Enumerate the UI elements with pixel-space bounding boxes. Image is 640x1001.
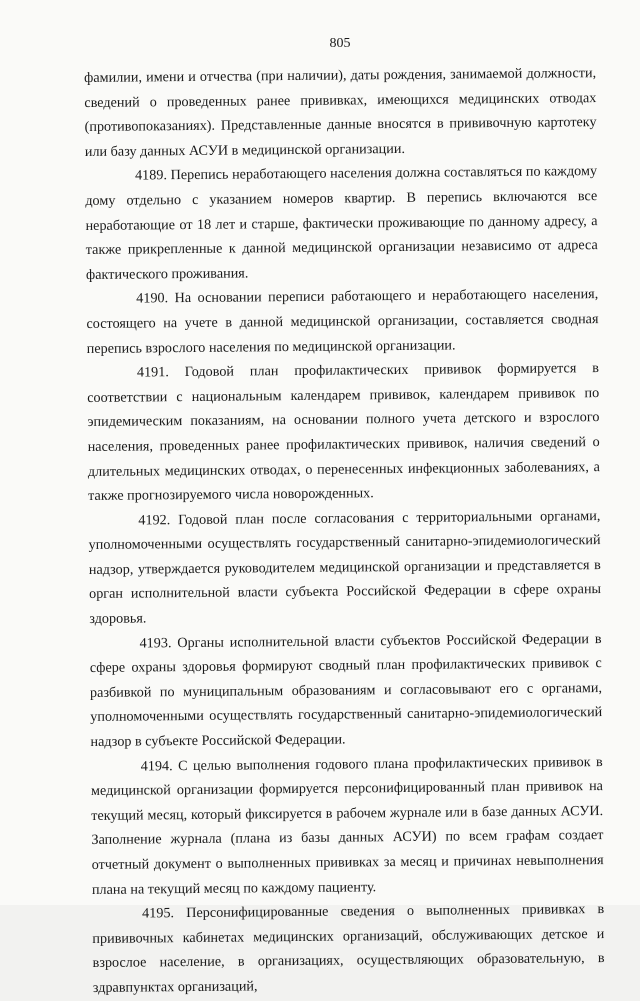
paragraph-4195: 4195. Персонифицированные сведения о выполненных прививках в прививочных кабинетах медицинских организаций, обслуживающих детское и взрослое население, в организациях, осуществляющих образовательную, в здравпунктах организаций, — [92, 901, 605, 996]
page-number: 805 — [329, 36, 351, 51]
document-body — [84, 61, 605, 1000]
paragraph-4192: 4192. Годовой план после согласования с территориальными органами, уполномоченными осуществлять государственный санитарно-эпидемиологический надзор, утверждается руководителем медицинской организации и представляется в орган исполнительной власти субъекта Российской Федерации в сфере охраны здоровья. — [88, 507, 602, 628]
paragraph-4191: 4191. Годовой план профилактических прививок формируется в соответствии с национальным календарем прививок, календарем прививок по эпидемическим показаниям, на основании полного учета детского и взрослого населения, проведенных ранее профилактических прививок, наличия сведений о длительных медицинских отводах, о перенесенных инфекционных заболеваниях, а также прогнозируемого числа новорожденных. — [87, 360, 600, 505]
paragraph-4194: 4194. С целью выполнения годового плана профилактических прививок в медицинской организации формируется персонифицированный план прививок на текущий месяц, который фиксируется в рабочем журнале или в базе данных АСУИ. Заполнение журнала (плана из базы данных АСУИ) по всем графам создает отчетный документ о выполненных прививках за месяц и причинах невыполнения плана на текущий месяц по каждому пациенту. — [90, 753, 604, 898]
paragraph-4193: 4193. Органы исполнительной власти субъектов Российской Федерации в сфере охраны здоровья формируют сводный план профилактических прививок с разбивкой по муниципальным образованиям и согласовывают его с органами, уполномоченными осуществлять государственный санитарно-эпидемиологический надзор в субъекте Российской Федерации. — [89, 630, 603, 750]
paragraph-4189: 4189. Перепись неработающего населения должна составляться по каждому дому отдельно с указанием номеров квартир. В перепись включаются все неработающие от 18 лет и старше, фактически проживающие по данному адресу, а также прикрепленные к данной медицинской организации независимо от адреса фактического проживания. — [85, 163, 598, 283]
paragraph-4190: 4190. На основании переписи работающего и неработающего населения, состоящего на учете в данной медицинской организации, составляется сводная перепись взрослого населения по медицинской организации. — [86, 286, 599, 357]
paragraph-continuation: фамилии, имени и отчества (при наличии), даты рождения, занимаемой должности, сведений о проведенных ранее прививках, имеющихся медицинских отводах (противопоказаниях). Представленные данные вносятся в прививочную картотеку или базу данных АСУИ в медицинской организации. — [84, 65, 597, 160]
